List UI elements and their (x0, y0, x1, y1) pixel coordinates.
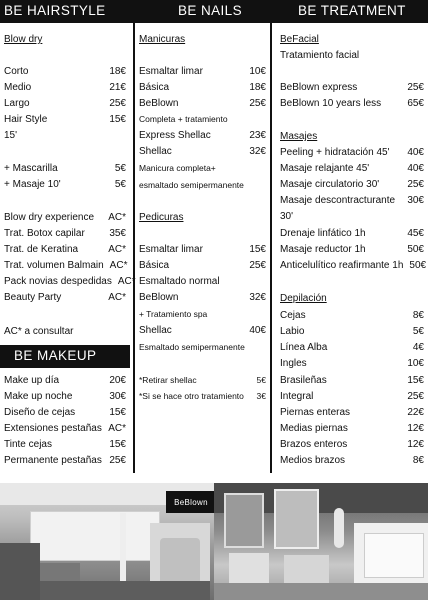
list-item: Esmaltar limar 10€ (139, 66, 266, 77)
list-item: Brazos enteros 12€ (280, 439, 424, 450)
list-item: esmaltado semipermanente (139, 180, 244, 190)
list-item: Básica 18€ (139, 82, 266, 93)
pedicuras-title: Pedicuras (139, 212, 184, 223)
depilacion-title: Depilación (280, 293, 327, 304)
list-item: Medios brazos 8€ (280, 455, 424, 466)
salon-photos (0, 483, 428, 600)
list-item: Manicura completa+ (139, 163, 216, 173)
list-item: Largo 25€ (4, 98, 126, 109)
list-item: Trat. Botox capilar 35€ (4, 228, 126, 239)
list-item: Esmaltar limar 15€ (139, 244, 266, 255)
list-item: Peeling + hidratación 45' 40€ (280, 147, 424, 158)
brand-logo: BeBlown (166, 491, 216, 513)
list-item: *Si se hace otro tratamiento 3€ (139, 391, 266, 401)
list-item: Extensiones pestañas AC* (4, 423, 126, 434)
list-item: Medio 21€ (4, 82, 126, 93)
list-item: Drenaje linfático 1h 45€ (280, 228, 424, 239)
list-item: *Retirar shellac 5€ (139, 375, 266, 385)
list-item: Make up día 20€ (4, 375, 126, 386)
list-item: Shellac 32€ (139, 146, 266, 157)
list-item: BeBlown 32€ (139, 292, 266, 303)
list-item: Diseño de cejas 15€ (4, 407, 126, 418)
list-item: Pack novias despedidas AC* (4, 276, 136, 287)
list-item: Integral 25€ (280, 391, 424, 402)
list-item: Tinte cejas 15€ (4, 439, 126, 450)
list-item: 30' (280, 211, 294, 222)
nails-column (133, 23, 272, 473)
list-item: Permanente pestañas 25€ (4, 455, 126, 466)
list-item: Medias piernas 12€ (280, 423, 424, 434)
list-item: Trat. de Keratina AC* (4, 244, 126, 255)
list-item: Trat. volumen Balmain AC* (4, 260, 128, 271)
header-treatment: BE TREATMENT (298, 3, 406, 18)
list-item: Línea Alba 4€ (280, 342, 424, 353)
salon-photo-right (214, 483, 428, 600)
list-item: BeBlown 10 years less 65€ (280, 98, 424, 109)
list-item: Esmaltado normal (139, 276, 220, 287)
befacial-title: BeFacial (280, 34, 319, 45)
list-item: Blow dry experience AC* (4, 212, 126, 223)
list-item: Shellac 40€ (139, 325, 266, 336)
makeup-title-bar: BE MAKEUP (0, 345, 130, 368)
treatment-column (276, 23, 428, 483)
list-item: Labio 5€ (280, 326, 424, 337)
list-item: Ingles 10€ (280, 358, 424, 369)
list-item: Cejas 8€ (280, 310, 424, 321)
list-item: BeBlown express 25€ (280, 82, 424, 93)
list-item: Beauty Party AC* (4, 292, 126, 303)
header-nails: BE NAILS (178, 3, 242, 18)
list-item: Masaje descontracturante 30€ (280, 195, 424, 206)
blowdry-title: Blow dry (4, 34, 43, 45)
list-item: Hair Style 15€ (4, 114, 126, 125)
list-item: Piernas enteras 22€ (280, 407, 424, 418)
list-item: Make up noche 30€ (4, 391, 126, 402)
list-item: Esmaltado semipermanente (139, 342, 245, 352)
consult-note: AC* a consultar (4, 326, 74, 337)
list-item: Express Shellac 23€ (139, 130, 266, 141)
befacial-subtitle: Tratamiento facial (280, 50, 360, 61)
list-item: Corto 18€ (4, 66, 126, 77)
list-item: Brasileñas 15€ (280, 375, 424, 386)
list-item: + Masaje 10' 5€ (4, 179, 126, 190)
header-bar (0, 0, 428, 23)
list-item: Masaje circulatorio 30' 25€ (280, 179, 424, 190)
hairstyle-column (0, 23, 136, 483)
list-item: Anticelulítico reafirmante 1h 50€ (280, 260, 427, 271)
list-item: Masaje relajante 45' 40€ (280, 163, 424, 174)
list-item: + Tratamiento spa (139, 309, 208, 319)
list-item: Completa + tratamiento (139, 114, 228, 124)
list-item: Masaje reductor 1h 50€ (280, 244, 424, 255)
list-item: Básica 25€ (139, 260, 266, 271)
list-item: BeBlown 25€ (139, 98, 266, 109)
manicuras-title: Manicuras (139, 34, 186, 45)
header-hairstyle: BE HAIRSTYLE (4, 3, 106, 18)
list-item: + Mascarilla 5€ (4, 163, 126, 174)
masajes-title: Masajes (280, 131, 318, 142)
list-item: 15' (4, 130, 18, 141)
